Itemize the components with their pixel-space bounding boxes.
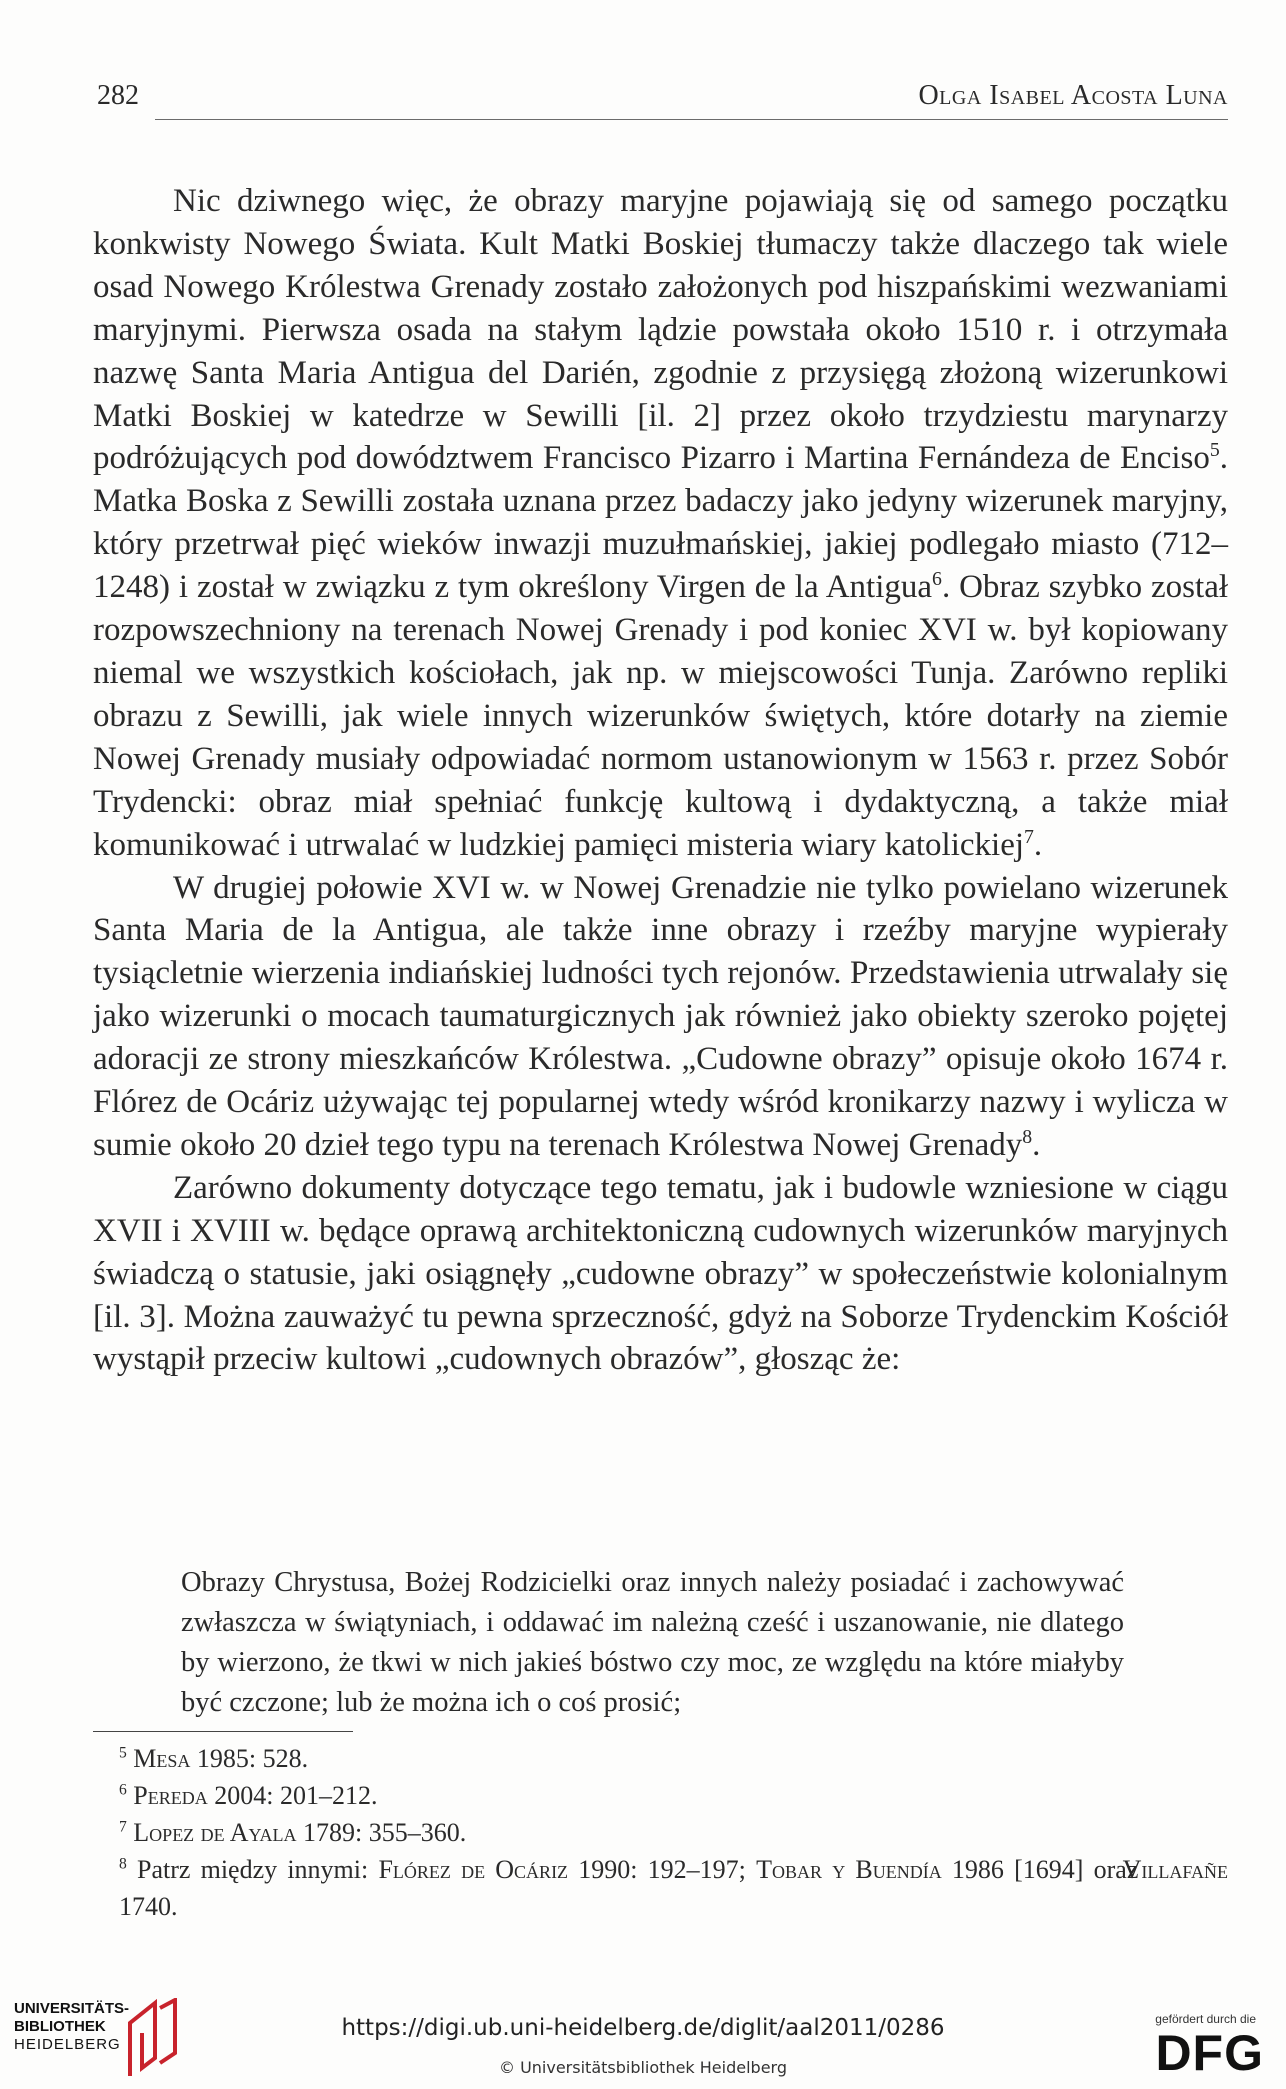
funder-note: gefördert durch die — [1155, 2012, 1256, 2026]
footnote-ref-6[interactable]: 6 — [932, 568, 942, 591]
footnote-text: 1990: 192–197; — [568, 1855, 757, 1884]
footnote-text: 1986 [1694] oraz — [941, 1855, 1149, 1884]
footnote-author: Mesa — [133, 1744, 191, 1773]
footnote-5 — [93, 1740, 1228, 1777]
footnote-number: 5 — [119, 1744, 127, 1762]
footnote-author: Lopez de Ayala — [133, 1818, 297, 1847]
paragraph-text: . — [1033, 826, 1043, 863]
footnote-number: 6 — [119, 1781, 127, 1799]
library-name-line: BIBLIOTHEK — [14, 2018, 106, 2035]
paragraph-2 — [93, 867, 1228, 1167]
footnote-ref-8[interactable]: 8 — [1022, 1125, 1033, 1148]
footnote-number: 8 — [119, 1855, 127, 1873]
footnote-6 — [93, 1777, 1228, 1814]
footnote-author: Villafañe — [1122, 1855, 1229, 1884]
footnotes — [93, 1740, 1228, 1925]
library-name-line: UNIVERSITÄTS- — [14, 2000, 130, 2017]
paragraph-text: Nic dziwnego więc, że obrazy maryjne pojawiają się od samego początku konkwisty Nowego Świata. Kult Matki Boskiej tłumaczy także dlaczego tak wiele osad Nowego Królestwa Grenady zostało założonych pod hiszpańskimi wezwaniami maryjnymi. Pierwsza osada na stałym lądzie powstała około 1510 r. i otrzymała nazwę Santa Maria Antigua del Darién, zgodnie z przysięgą złożoną wizerunkowi Matki Boskiej w katedrze w Sewilli [il. 2] przez około trzydziestu marynarzy podróżujących pod dowództwem Francisco Pizarro i Martina Fernándeza de Enciso — [93, 183, 1228, 477]
footnote-author: Tobar y Buendía — [756, 1855, 942, 1884]
footnote-author: Pereda — [133, 1781, 208, 1810]
paragraph-1 — [93, 180, 1228, 867]
page-number: 282 — [97, 80, 139, 111]
dfg-logo: DFG — [1155, 2025, 1264, 2081]
library-name-line: HEIDELBERG — [14, 2036, 121, 2053]
paragraph-text: . — [1032, 1126, 1041, 1163]
footnote-rule — [93, 1731, 353, 1732]
footnote-7 — [93, 1814, 1228, 1851]
footnote-ref-7[interactable]: 7 — [1024, 825, 1034, 848]
footnote-number: 7 — [119, 1818, 127, 1836]
block-quote: Obrazy Chrystusa, Bożej Rodzicielki oraz innych należy posiadać i zachowywać zwłaszcza w świątyniach, i oddawać im należną cześć i uszanowanie, nie dlatego by wierzono, że tkwi w nich jakieś bóstwo czy moc, ze względu na które miałyby być czczone; lub że można ich o coś prosić; — [181, 1567, 1124, 1718]
footnote-text: 1740. — [119, 1892, 178, 1921]
footnote-text: 1985: 528. — [190, 1744, 309, 1773]
footnote-text: 2004: 201–212. — [207, 1781, 378, 1810]
running-head: Olga Isabel Acosta Luna — [918, 80, 1228, 111]
paragraph-3: Zarówno dokumenty dotyczące tego tematu, jak i budowle wzniesione w ciągu XVII i XVIII w. będące oprawą architektoniczną cudownych wizerunków maryjnych świadczą o statusie, jaki osiągnęły „cudowne obrazy” w społeczeństwie kolonialnym [il. 3]. Można zauważyć tu pewna sprzeczność, gdyż na Soborze Trydenckim Kościół wystąpił przeciw kultowi „cudownych obrazów”, głosząc że: — [93, 1169, 1228, 1378]
footer-url-link[interactable]: https://digi.ub.uni-heidelberg.de/diglit/aal2011/0286 — [341, 2015, 945, 2041]
paragraph-text: . Matka Boska z Sewilli została uznana przez badaczy jako jedyny wizerunek maryjny, który przetrwał pięć wieków inwazji muzułmańskiej, jakiej podlegało miasto (712–1248) i został w związku z tym określony Virgen de la Antigua — [93, 440, 1228, 606]
footnote-author: Flórez de Ocáriz — [378, 1855, 569, 1884]
footer-copyright: © Universitätsbibliothek Heidelberg — [498, 2058, 787, 2077]
footnote-text: 1789: 355–360. — [296, 1818, 467, 1847]
body-text — [93, 180, 1228, 1381]
footnote-8 — [93, 1851, 1228, 1925]
footnote-ref-5[interactable]: 5 — [1209, 439, 1220, 462]
footnote-text: Patrz między innymi: — [126, 1855, 379, 1884]
paragraph-text: W drugiej połowie XVI w. w Nowej Grenadzie nie tylko powielano wizerunek Santa Maria de la Antigua, ale także inne obrazy i rzeźby maryjne wypierały tysiącletnie wierzenia indiańskiej ludności tych rejonów. Przedstawienia utrwalały się jako wizerunki o mocach taumaturgicznych jak również jako obiekty szeroko pojętej adoracji ze strony mieszkańców Królestwa. „Cudowne obrazy” opisuje około 1674 r. Flórez de Ocáriz używając tej popularnej wtedy wśród kronikarzy nazwy i wylicza w sumie około 20 dzieł tego typu na terenach Królestwa Nowej Grenady — [93, 869, 1228, 1163]
header-rule — [155, 119, 1228, 120]
paragraph-text: . Obraz szybko został rozpowszechniony na terenach Nowej Grenady i pod koniec XVI w. był kopiowany niemal we wszystkich kościołach, jak np. w miejscowości Tunja. Zarówno repliki obrazu z Sewilli, jak wiele innych wizerunków świętych, które dotarły na ziemie Nowej Grenady musiały odpowiadać normom ustanowionym w 1563 r. przez Sobór Trydencki: obraz miał spełniać funkcję kultową i dydaktyczną, a także miał komunikować i utrwalać w ludzkiej pamięci misteria wiary katolickiej — [93, 569, 1229, 863]
